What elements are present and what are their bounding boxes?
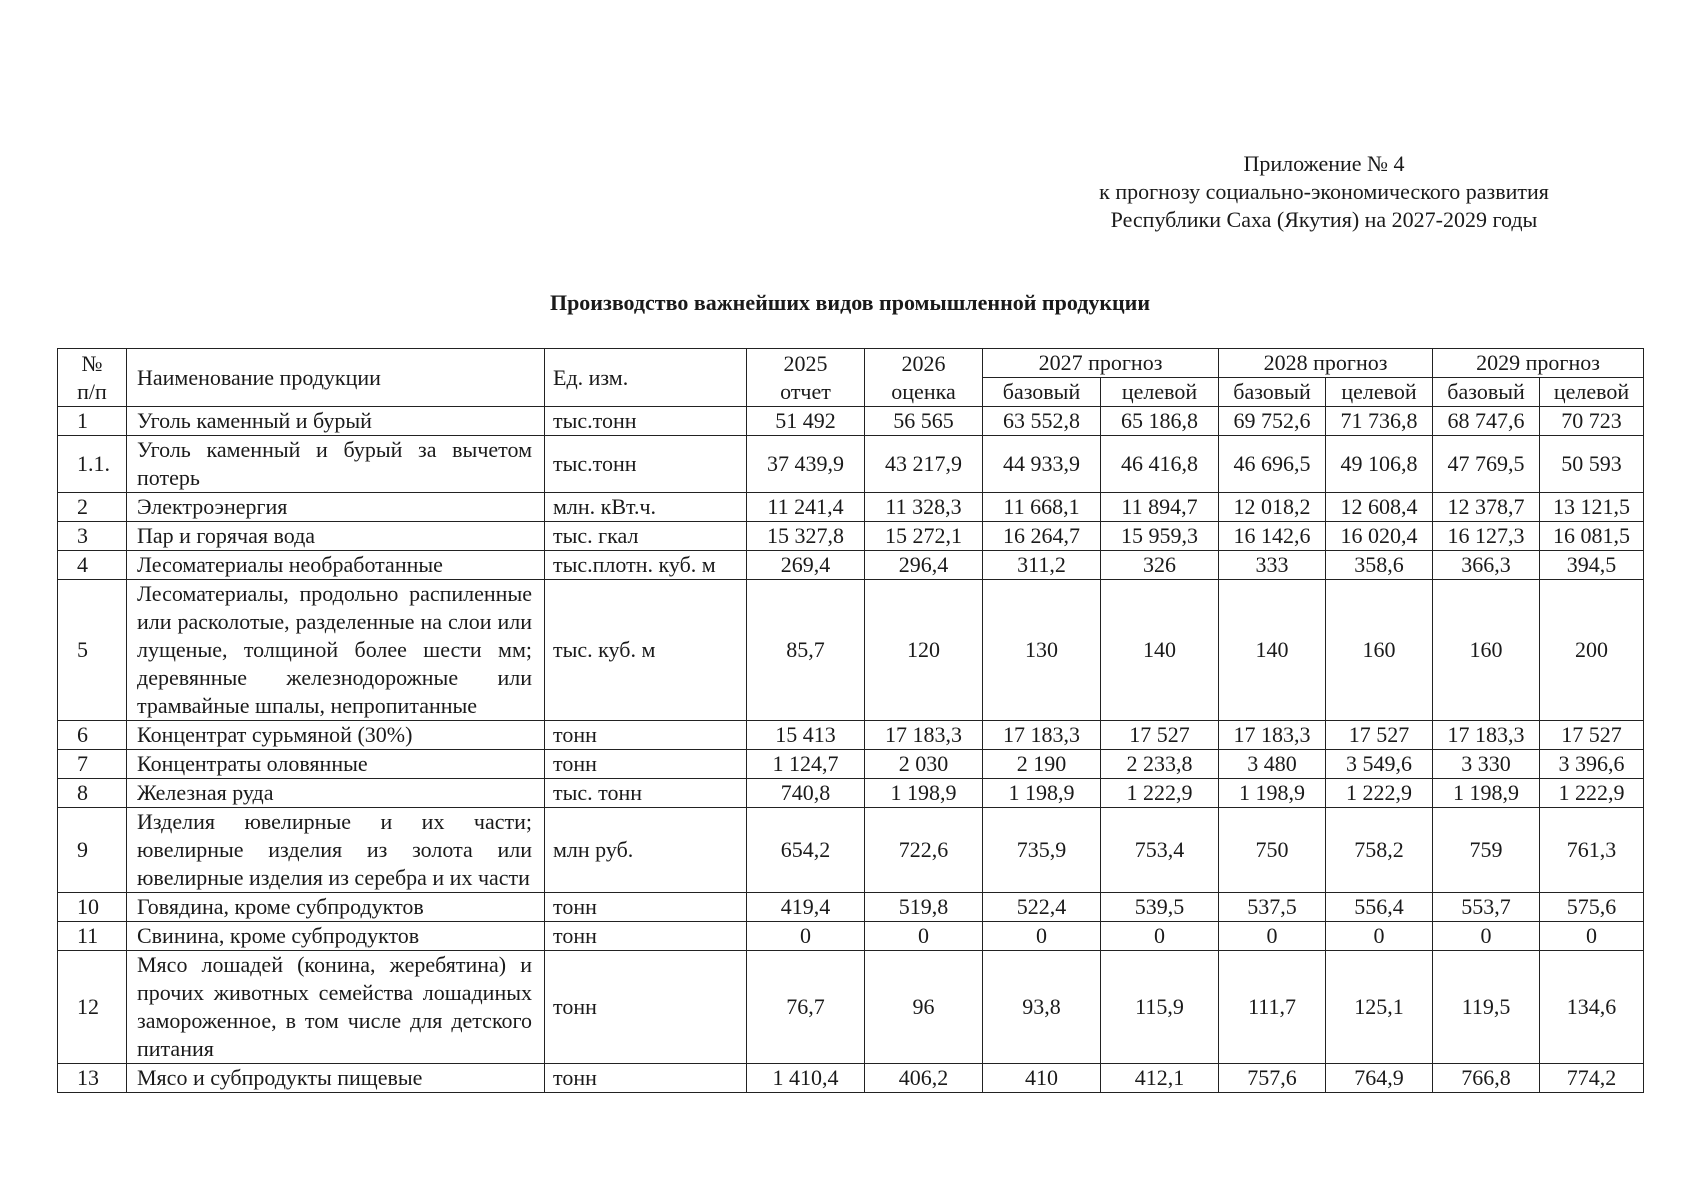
- value-2029-base: 16 127,3: [1433, 522, 1540, 551]
- header-unit: Ед. изм.: [545, 349, 747, 407]
- value-2028-target: 764,9: [1326, 1064, 1433, 1093]
- table-row: [58, 580, 1644, 721]
- value-2025: 37 439,9: [747, 436, 865, 493]
- value-2029-base: 119,5: [1433, 951, 1540, 1064]
- header-2028-forecast: 2028 прогноз: [1219, 349, 1433, 378]
- value-2028-target: 3 549,6: [1326, 750, 1433, 779]
- value-2026: 43 217,9: [865, 436, 983, 493]
- production-table: [57, 348, 1644, 1093]
- value-2029-target: 16 081,5: [1540, 522, 1644, 551]
- value-2028-target: 358,6: [1326, 551, 1433, 580]
- row-number: 11: [58, 922, 127, 951]
- table-row: [58, 779, 1644, 808]
- table-row: [58, 922, 1644, 951]
- value-2029-base: 1 198,9: [1433, 779, 1540, 808]
- value-2029-target: 17 527: [1540, 721, 1644, 750]
- value-2028-target: 556,4: [1326, 893, 1433, 922]
- header-2025: [747, 349, 865, 407]
- unit: тонн: [545, 951, 747, 1064]
- header-row-1: [58, 349, 1644, 378]
- value-2025: 15 413: [747, 721, 865, 750]
- row-number: 8: [58, 779, 127, 808]
- unit: тыс.плотн. куб. м: [545, 551, 747, 580]
- unit: тыс. куб. м: [545, 580, 747, 721]
- value-2028-base: 1 198,9: [1219, 779, 1326, 808]
- value-2027-base: 16 264,7: [983, 522, 1101, 551]
- value-2028-base: 757,6: [1219, 1064, 1326, 1093]
- value-2028-base: 333: [1219, 551, 1326, 580]
- header-2027-target: целевой: [1101, 378, 1219, 407]
- row-number: 6: [58, 721, 127, 750]
- value-2028-target: 49 106,8: [1326, 436, 1433, 493]
- header-number: [58, 349, 127, 407]
- value-2027-base: 130: [983, 580, 1101, 721]
- value-2026: 11 328,3: [865, 493, 983, 522]
- table-row: [58, 493, 1644, 522]
- value-2029-target: 13 121,5: [1540, 493, 1644, 522]
- product-name: Уголь каменный и бурый за вычетом потерь: [127, 436, 545, 493]
- value-2025: 740,8: [747, 779, 865, 808]
- product-name: Пар и горячая вода: [127, 522, 545, 551]
- header-2029-target: целевой: [1540, 378, 1644, 407]
- value-2027-target: 17 527: [1101, 721, 1219, 750]
- unit: тыс. гкал: [545, 522, 747, 551]
- value-2029-target: 761,3: [1540, 808, 1644, 893]
- value-2027-target: 753,4: [1101, 808, 1219, 893]
- table-row: [58, 750, 1644, 779]
- value-2028-target: 125,1: [1326, 951, 1433, 1064]
- value-2026: 1 198,9: [865, 779, 983, 808]
- row-number: 2: [58, 493, 127, 522]
- header-2026-year: 2026: [901, 350, 946, 376]
- value-2028-target: 758,2: [1326, 808, 1433, 893]
- value-2028-base: 140: [1219, 580, 1326, 721]
- value-2029-base: 68 747,6: [1433, 407, 1540, 436]
- value-2025: 51 492: [747, 407, 865, 436]
- value-2025: 419,4: [747, 893, 865, 922]
- value-2027-base: 2 190: [983, 750, 1101, 779]
- value-2029-target: 1 222,9: [1540, 779, 1644, 808]
- value-2027-target: 46 416,8: [1101, 436, 1219, 493]
- value-2029-target: 774,2: [1540, 1064, 1644, 1093]
- product-name: Свинина, кроме субпродуктов: [127, 922, 545, 951]
- value-2029-target: 70 723: [1540, 407, 1644, 436]
- value-2029-target: 3 396,6: [1540, 750, 1644, 779]
- value-2029-base: 759: [1433, 808, 1540, 893]
- value-2028-target: 1 222,9: [1326, 779, 1433, 808]
- value-2028-target: 16 020,4: [1326, 522, 1433, 551]
- value-2027-base: 735,9: [983, 808, 1101, 893]
- value-2027-base: 63 552,8: [983, 407, 1101, 436]
- value-2029-target: 50 593: [1540, 436, 1644, 493]
- unit: тонн: [545, 1064, 747, 1093]
- unit: млн. кВт.ч.: [545, 493, 747, 522]
- unit: тыс.тонн: [545, 407, 747, 436]
- value-2026: 17 183,3: [865, 721, 983, 750]
- row-number: 7: [58, 750, 127, 779]
- table-row: [58, 808, 1644, 893]
- value-2025: 15 327,8: [747, 522, 865, 551]
- table-row: [58, 893, 1644, 922]
- value-2027-target: 2 233,8: [1101, 750, 1219, 779]
- product-name: Изделия ювелирные и их части; ювелирные изделия из золота или ювелирные изделия из серебра и их части: [127, 808, 545, 893]
- value-2027-base: 93,8: [983, 951, 1101, 1064]
- row-number: 13: [58, 1064, 127, 1093]
- value-2029-base: 766,8: [1433, 1064, 1540, 1093]
- unit: млн руб.: [545, 808, 747, 893]
- unit: тонн: [545, 750, 747, 779]
- value-2027-base: 0: [983, 922, 1101, 951]
- header-product-name: Наименование продукции: [127, 349, 545, 407]
- value-2029-target: 134,6: [1540, 951, 1644, 1064]
- value-2025: 0: [747, 922, 865, 951]
- product-name: Лесоматериалы необработанные: [127, 551, 545, 580]
- value-2029-target: 575,6: [1540, 893, 1644, 922]
- product-name: Концентраты оловянные: [127, 750, 545, 779]
- value-2027-target: 140: [1101, 580, 1219, 721]
- value-2029-target: 394,5: [1540, 551, 1644, 580]
- value-2028-base: 111,7: [1219, 951, 1326, 1064]
- value-2027-target: 0: [1101, 922, 1219, 951]
- value-2026: 0: [865, 922, 983, 951]
- product-name: Мясо лошадей (конина, жеребятина) и прочих животных семейства лошадиных замороженное, в том числе для детского питания: [127, 951, 545, 1064]
- value-2026: 519,8: [865, 893, 983, 922]
- product-name: Говядина, кроме субпродуктов: [127, 893, 545, 922]
- value-2029-target: 200: [1540, 580, 1644, 721]
- appendix-line-3: Республики Саха (Якутия) на 2027-2029 годы: [1110, 207, 1538, 232]
- value-2025: 1 124,7: [747, 750, 865, 779]
- value-2025: 85,7: [747, 580, 865, 721]
- value-2027-base: 410: [983, 1064, 1101, 1093]
- value-2027-base: 11 668,1: [983, 493, 1101, 522]
- value-2026: 406,2: [865, 1064, 983, 1093]
- header-2028-base: базовый: [1219, 378, 1326, 407]
- value-2028-base: 750: [1219, 808, 1326, 893]
- value-2028-target: 71 736,8: [1326, 407, 1433, 436]
- value-2028-base: 46 696,5: [1219, 436, 1326, 493]
- value-2029-base: 47 769,5: [1433, 436, 1540, 493]
- row-number: 1.1.: [58, 436, 127, 493]
- product-name: Лесоматериалы, продольно распиленные или расколотые, разделенные на слои или лущеные, толщиной более шести мм; деревянные железнодорожные или трамвайные шпалы, непропитанные: [127, 580, 545, 721]
- unit: тонн: [545, 893, 747, 922]
- value-2025: 11 241,4: [747, 493, 865, 522]
- value-2029-base: 160: [1433, 580, 1540, 721]
- table-row: [58, 1064, 1644, 1093]
- table-row: [58, 522, 1644, 551]
- value-2029-base: 12 378,7: [1433, 493, 1540, 522]
- value-2027-target: 15 959,3: [1101, 522, 1219, 551]
- header-number-line-2: п/п: [77, 378, 107, 404]
- unit: тонн: [545, 721, 747, 750]
- value-2027-base: 44 933,9: [983, 436, 1101, 493]
- header-2025-year: 2025: [783, 350, 828, 376]
- value-2026: 2 030: [865, 750, 983, 779]
- row-number: 4: [58, 551, 127, 580]
- value-2026: 96: [865, 951, 983, 1064]
- value-2026: 722,6: [865, 808, 983, 893]
- row-number: 12: [58, 951, 127, 1064]
- value-2025: 1 410,4: [747, 1064, 865, 1093]
- value-2028-base: 537,5: [1219, 893, 1326, 922]
- value-2027-base: 17 183,3: [983, 721, 1101, 750]
- row-number: 5: [58, 580, 127, 721]
- product-name: Мясо и субпродукты пищевые: [127, 1064, 545, 1093]
- unit: тонн: [545, 922, 747, 951]
- header-2025-sub: отчет: [780, 378, 831, 404]
- unit: тыс. тонн: [545, 779, 747, 808]
- value-2028-target: 160: [1326, 580, 1433, 721]
- value-2027-base: 522,4: [983, 893, 1101, 922]
- value-2029-target: 0: [1540, 922, 1644, 951]
- table-row: [58, 721, 1644, 750]
- value-2027-base: 311,2: [983, 551, 1101, 580]
- header-2029-base: базовый: [1433, 378, 1540, 407]
- row-number: 3: [58, 522, 127, 551]
- document-title: Производство важнейших видов промышленной продукции: [549, 290, 1151, 315]
- appendix-line-1: Приложение № 4: [1243, 151, 1405, 176]
- header-2026-sub: оценка: [891, 378, 956, 404]
- table-row: [58, 407, 1644, 436]
- value-2028-base: 69 752,6: [1219, 407, 1326, 436]
- value-2026: 120: [865, 580, 983, 721]
- value-2029-base: 3 330: [1433, 750, 1540, 779]
- value-2027-target: 539,5: [1101, 893, 1219, 922]
- value-2026: 56 565: [865, 407, 983, 436]
- value-2027-target: 412,1: [1101, 1064, 1219, 1093]
- row-number: 1: [58, 407, 127, 436]
- header-2029-forecast: 2029 прогноз: [1433, 349, 1644, 378]
- value-2025: 654,2: [747, 808, 865, 893]
- value-2028-base: 16 142,6: [1219, 522, 1326, 551]
- value-2028-base: 3 480: [1219, 750, 1326, 779]
- value-2028-target: 0: [1326, 922, 1433, 951]
- value-2028-base: 0: [1219, 922, 1326, 951]
- value-2029-base: 17 183,3: [1433, 721, 1540, 750]
- value-2027-target: 115,9: [1101, 951, 1219, 1064]
- table-row: [58, 951, 1644, 1064]
- value-2028-target: 17 527: [1326, 721, 1433, 750]
- value-2027-target: 65 186,8: [1101, 407, 1219, 436]
- value-2029-base: 0: [1433, 922, 1540, 951]
- row-number: 10: [58, 893, 127, 922]
- value-2029-base: 553,7: [1433, 893, 1540, 922]
- header-2027-base: базовый: [983, 378, 1101, 407]
- value-2027-base: 1 198,9: [983, 779, 1101, 808]
- value-2028-base: 12 018,2: [1219, 493, 1326, 522]
- value-2027-target: 1 222,9: [1101, 779, 1219, 808]
- header-number-line-1: №: [81, 350, 103, 376]
- table-row: [58, 436, 1644, 493]
- table-row: [58, 551, 1644, 580]
- value-2025: 269,4: [747, 551, 865, 580]
- value-2028-target: 12 608,4: [1326, 493, 1433, 522]
- value-2027-target: 11 894,7: [1101, 493, 1219, 522]
- header-2026: [865, 349, 983, 407]
- product-name: Электроэнергия: [127, 493, 545, 522]
- appendix-line-2: к прогнозу социально-экономического развития: [1099, 179, 1549, 204]
- value-2026: 15 272,1: [865, 522, 983, 551]
- header-2028-target: целевой: [1326, 378, 1433, 407]
- row-number: 9: [58, 808, 127, 893]
- product-name: Железная руда: [127, 779, 545, 808]
- value-2027-target: 326: [1101, 551, 1219, 580]
- value-2025: 76,7: [747, 951, 865, 1064]
- appendix-note: [1044, 150, 1604, 234]
- value-2026: 296,4: [865, 551, 983, 580]
- unit: тыс.тонн: [545, 436, 747, 493]
- value-2028-base: 17 183,3: [1219, 721, 1326, 750]
- product-name: Уголь каменный и бурый: [127, 407, 545, 436]
- product-name: Концентрат сурьмяной (30%): [127, 721, 545, 750]
- value-2029-base: 366,3: [1433, 551, 1540, 580]
- header-2027-forecast: 2027 прогноз: [983, 349, 1219, 378]
